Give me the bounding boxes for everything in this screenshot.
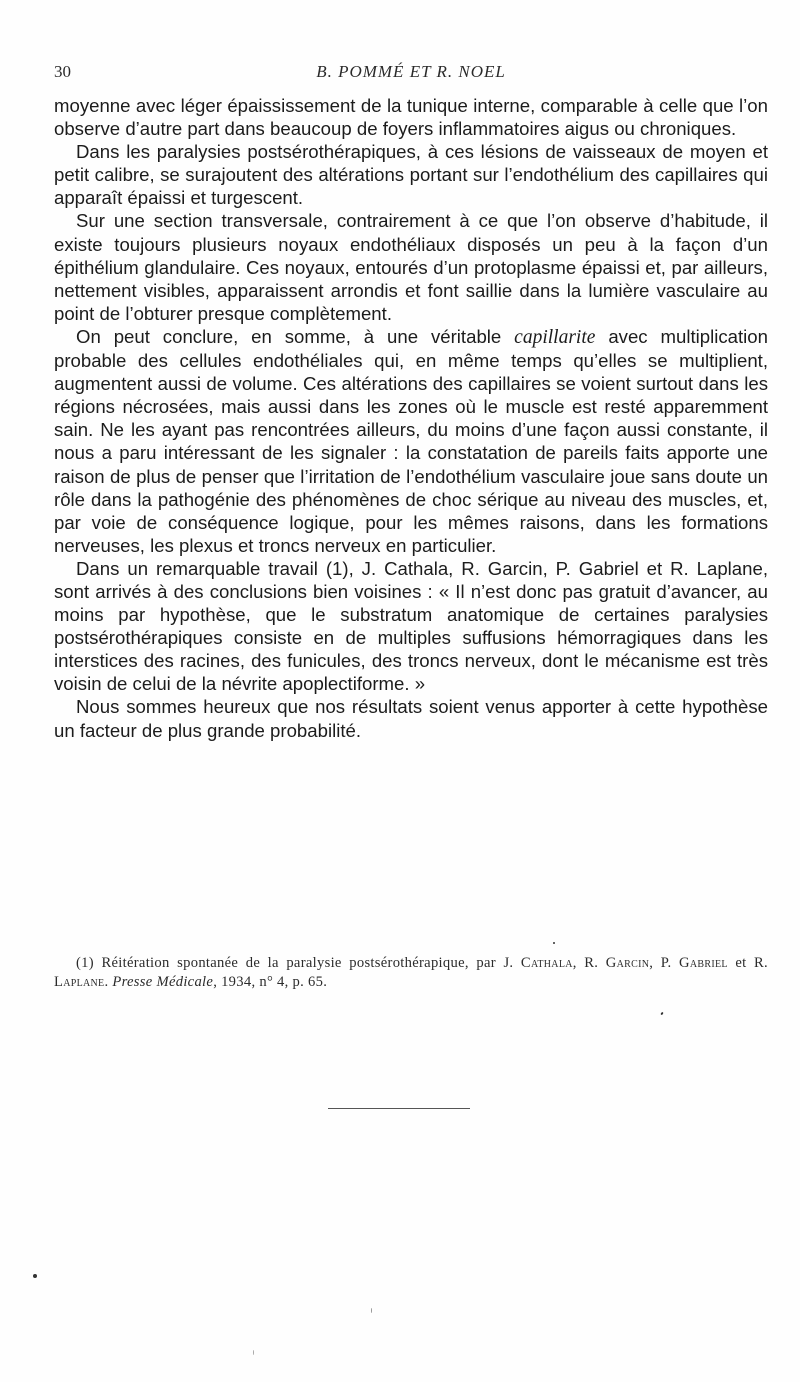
footnote-citation: , 1934, n° 4, p. 65. bbox=[213, 974, 328, 990]
paragraph-2: Dans les paralysies postsérothérapiques, à ces lésions de vaisseaux de moyen et petit calibre, se surajoutent des altérations portant sur l’endothélium des capillaires qui apparaît épaissi et turgescent. bbox=[54, 141, 768, 209]
footnote-marker: (1) bbox=[76, 955, 94, 971]
footnote-author-garcin: R. Garcin bbox=[584, 955, 650, 971]
footnote-text bbox=[54, 954, 768, 992]
page-number: 30 bbox=[54, 62, 71, 81]
footnote-author-laplane: R. Laplane bbox=[54, 955, 768, 990]
footnote-author-cathala: J. Cathala bbox=[503, 955, 573, 971]
paragraph-4-start: On peut conclure, en somme, à une véritable bbox=[76, 325, 515, 347]
footnote-conjunction: et bbox=[727, 955, 755, 971]
scan-speck bbox=[371, 1308, 372, 1313]
paragraph-5: Dans un remarquable travail (1), J. Cathala, R. Garcin, P. Gabriel et R. Laplane, sont arrivés à des conclusions bien voisines : « Il n’est donc pas gratuit d’avancer, au moins par hypothèse, que le substratum anatomique de certaines paralysies postsérothérapiques consiste en de multiples suffusions hémorragiques dans les interstices des racines, des funicules, des troncs nerveux, dont le mécanisme est très voisin de celui de la névrite apoplectiforme. » bbox=[54, 557, 768, 695]
footnote-title: Réitération spontanée de la paralysie postsérothérapique, par bbox=[93, 955, 504, 971]
closing-rule bbox=[328, 1108, 470, 1109]
paragraph-4 bbox=[54, 325, 768, 557]
running-title: B. POMMÉ ET R. NOEL bbox=[316, 62, 506, 81]
footnote-separator: , bbox=[649, 955, 661, 971]
scan-speck bbox=[253, 1350, 254, 1355]
footnote-journal: Presse Médicale bbox=[112, 974, 214, 990]
paragraph-4-rest: avec multiplication probable des cellules endothéliales qui, en même temps qu’elles se multiplient, augmentent aussi de volume. Ces altérations des capillaires se voient surtout dans les régions nécrosées, mais aussi dans les zones où le muscle est resté apparemment sain. Ne les ayant pas rencontrées ailleurs, du moins d’une façon aussi constante, il nous a paru intéressant de les signaler : la constatation de pareils faits apporte une raison de plus de penser que l’irritation de l’endothélium vasculaire joue sans doute un rôle dans la pathogénie des phénomènes de choc sérique au niveau des muscles, et, par voie de conséquence logique, pour les mêmes raisons, dans les formations nerveuses, les plexus et troncs nerveux en particulier. bbox=[54, 325, 768, 556]
paragraph-1: moyenne avec léger épaississement de la tunique interne, comparable à celle que l’on observe d’autre part dans beaucoup de foyers inflammatoires aigus ou chroniques. bbox=[54, 95, 768, 140]
main-text bbox=[54, 94, 768, 742]
paragraph-3: Sur une section transversale, contrairement à ce que l’on observe d’habitude, il existe toujours plusieurs noyaux endothéliaux disposés un peu à la façon d’un épithélium glandulaire. Ces noyaux, entourés d’un protoplasme épaissi et, par ailleurs, nettement visibles, apparaissent arrondis et font saillie dans la lumière vasculaire au point de l’obturer presque complètement. bbox=[54, 210, 768, 324]
page-header bbox=[54, 62, 768, 88]
footnote bbox=[54, 954, 768, 992]
footnote-author-gabriel: P. Gabriel bbox=[660, 955, 728, 971]
scan-speck bbox=[33, 1274, 37, 1278]
scan-speck bbox=[553, 942, 555, 944]
paragraph-6: Nous sommes heureux que nos résultats soient venus apporter à cette hypothèse un facteur de plus grande probabilité. bbox=[54, 696, 768, 741]
footnote-separator: , bbox=[572, 955, 585, 971]
capillarite-term: capillarite bbox=[514, 326, 596, 348]
footnote-separator: . bbox=[104, 974, 113, 990]
scan-speck bbox=[660, 1012, 663, 1016]
